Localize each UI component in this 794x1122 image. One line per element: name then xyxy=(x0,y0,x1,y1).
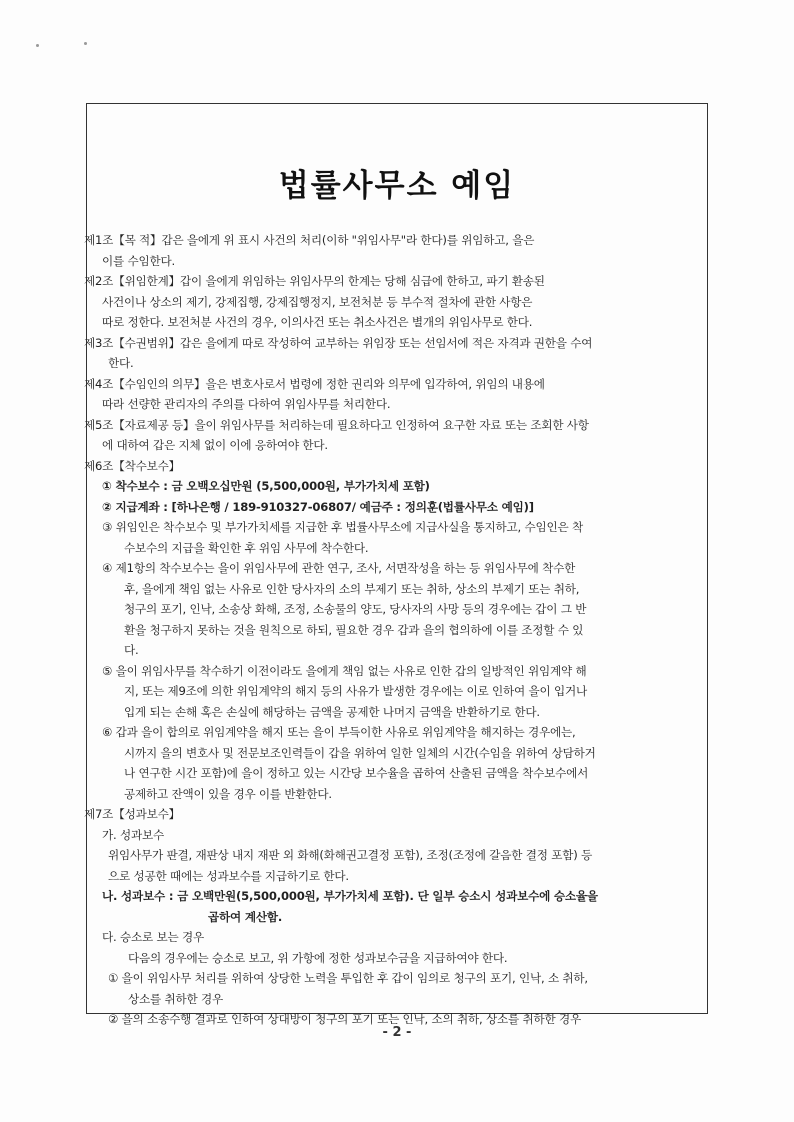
article-6-item-5-cont: 지, 또는 제9조에 의한 위임계약의 해지 등의 사유가 발생한 경우에는 이로 인하여 을이 입거나 xyxy=(124,684,587,698)
article-6-item-6-cont: 공제하고 잔액이 있을 경우 이를 반환한다. xyxy=(124,786,332,801)
article-4: 제4조【수임인의 의무】을은 변호사로서 법령에 정한 권리와 의무에 입각하여, 위임의 내용에 xyxy=(84,376,545,391)
article-1-cont: 이를 수임한다. xyxy=(102,253,175,268)
article-7-ga: 가. 성과보수 xyxy=(102,827,164,842)
article-6-item-4-cont: 후, 을에게 책임 없는 사유로 인한 당사자의 소의 부제기 또는 취하, 상소의 부제기 또는 취하, xyxy=(124,581,580,596)
article-6-item-4: ④ 제1항의 착수보수는 을이 위임사무에 관한 연구, 조사, 서면작성을 하는 등 위임사무에 착수한 xyxy=(102,561,576,575)
article-6-item-3: ③ 위임인은 착수보수 및 부가가치세를 지급한 후 법률사무소에 지급사실을 통지하고, 수임인은 착 xyxy=(102,520,584,534)
article-7-da-item-2: ② 을의 소송수행 결과로 인하여 상대방이 청구의 포기 또는 인낙, 소의 취하, 상소를 취하한 경우 xyxy=(108,1012,581,1026)
article-4-cont: 따라 선량한 관리자의 주의를 다하여 위임사무를 처리한다. xyxy=(102,397,391,411)
article-2: 제2조【위임한계】갑이 을에게 위임하는 위임사무의 한계는 당해 심급에 한하고, 파기 환송된 xyxy=(84,274,545,288)
article-6-item-5: ⑤ 을이 위임사무를 착수하기 이전이라도 을에게 책임 없는 사유로 인한 갑의 일방적인 위임계약 해 xyxy=(102,663,587,678)
scan-speck xyxy=(36,44,39,47)
article-7: 제7조【성과보수】 xyxy=(84,807,180,821)
article-6-item-6-cont: 시까지 을의 변호사 및 전문보조인력들이 갑을 위하여 일한 일체의 시간(수임을 위하여 상담하거 xyxy=(124,745,596,760)
article-6-item-4-cont: 청구의 포기, 인낙, 소송상 화해, 조정, 소송물의 양도, 당사자의 사망 등의 경우에는 갑이 그 반 xyxy=(124,602,587,616)
article-5: 제5조【자료제공 등】을이 위임사무를 처리하는데 필요하다고 인정하여 요구한 자료 또는 조회한 사항 xyxy=(84,417,589,432)
article-7-da-item-1-cont: 상소를 취하한 경우 xyxy=(128,991,223,1006)
page-number: - 2 - xyxy=(382,1025,412,1040)
scan-speck xyxy=(84,42,87,45)
article-3-cont: 한다. xyxy=(108,356,134,370)
article-7-da-cont: 다음의 경우에는 승소로 보고, 위 가항에 정한 성과보수금을 지급하여야 한다. xyxy=(128,950,508,965)
article-2-cont: 따로 정한다. 보전처분 사건의 경우, 이의사건 또는 취소사건은 별개의 위임사무로 한다. xyxy=(102,315,533,329)
article-7-ga-cont: 으로 성공한 때에는 성과보수를 지급하기로 한다. xyxy=(108,868,349,883)
article-6: 제6조【착수보수】 xyxy=(84,458,180,473)
article-2-cont: 사건이나 상소의 제기, 강제집행, 강제집행정지, 보전처분 등 부수적 절차에 관한 사항은 xyxy=(102,294,533,309)
contract-body xyxy=(84,230,706,1030)
article-5-cont: 에 대하여 갑은 지체 없이 이에 응하여야 한다. xyxy=(102,438,328,452)
article-6-item-6: ⑥ 갑과 을이 합의로 위임계약을 해지 또는 을이 부득이한 사유로 위임계약을 해지하는 경우에는, xyxy=(102,725,576,739)
article-7-na: 나. 성과보수 : 금 오백만원(5,500,000원, 부가가치세 포함). 단 일부 승소시 성과보수에 승소율을 xyxy=(102,889,598,903)
article-1: 제1조【목 적】갑은 을에게 위 표시 사건의 처리(이하 "위임사무"라 한다)를 위임하고, 을은 xyxy=(84,233,535,247)
article-6-item-2: ② 지급계좌 : [하나은행 / 189-910327-06807/ 예금주 : 정의훈(법률사무소 예임)] xyxy=(102,499,534,514)
article-6-item-4-cont: 환을 청구하지 못하는 것을 원칙으로 하되, 필요한 경우 갑과 을의 협의하에 이를 조정할 수 있 xyxy=(124,622,584,637)
article-7-da: 다. 승소로 보는 경우 xyxy=(102,930,204,944)
article-6-item-6-cont: 나 연구한 시간 포함)에 을이 정하고 있는 시간당 보수율을 곱하여 산출된 금액을 착수보수에서 xyxy=(124,766,589,780)
article-6-item-1: ① 착수보수 : 금 오백오십만원 (5,500,000원, 부가가치세 포함) xyxy=(102,479,430,493)
article-7-da-item-1: ① 을이 위임사무 처리를 위하여 상당한 노력을 투입한 후 갑이 임의로 청구의 포기, 인낙, 소 취하, xyxy=(108,971,588,985)
article-6-item-5-cont: 입게 되는 손해 혹은 손실에 해당하는 금액을 공제한 나머지 금액을 반환하기로 한다. xyxy=(124,704,540,719)
article-7-ga-cont: 위임사무가 판결, 재판상 내지 재판 외 화해(화해권고결정 포함), 조정(조정에 갈음한 결정 포함) 등 xyxy=(108,848,593,862)
article-6-item-4-cont: 다. xyxy=(124,643,139,657)
article-7-na-cont: 곱하여 계산함. xyxy=(208,909,283,924)
article-3: 제3조【수권범위】갑은 을에게 따로 작성하여 교부하는 위임장 또는 선임서에 적은 자격과 권한을 수여 xyxy=(84,335,593,350)
document-title: 법률사무소 예임 xyxy=(278,168,516,204)
article-6-item-3-cont: 수보수의 지급을 확인한 후 위임 사무에 착수한다. xyxy=(124,540,369,555)
